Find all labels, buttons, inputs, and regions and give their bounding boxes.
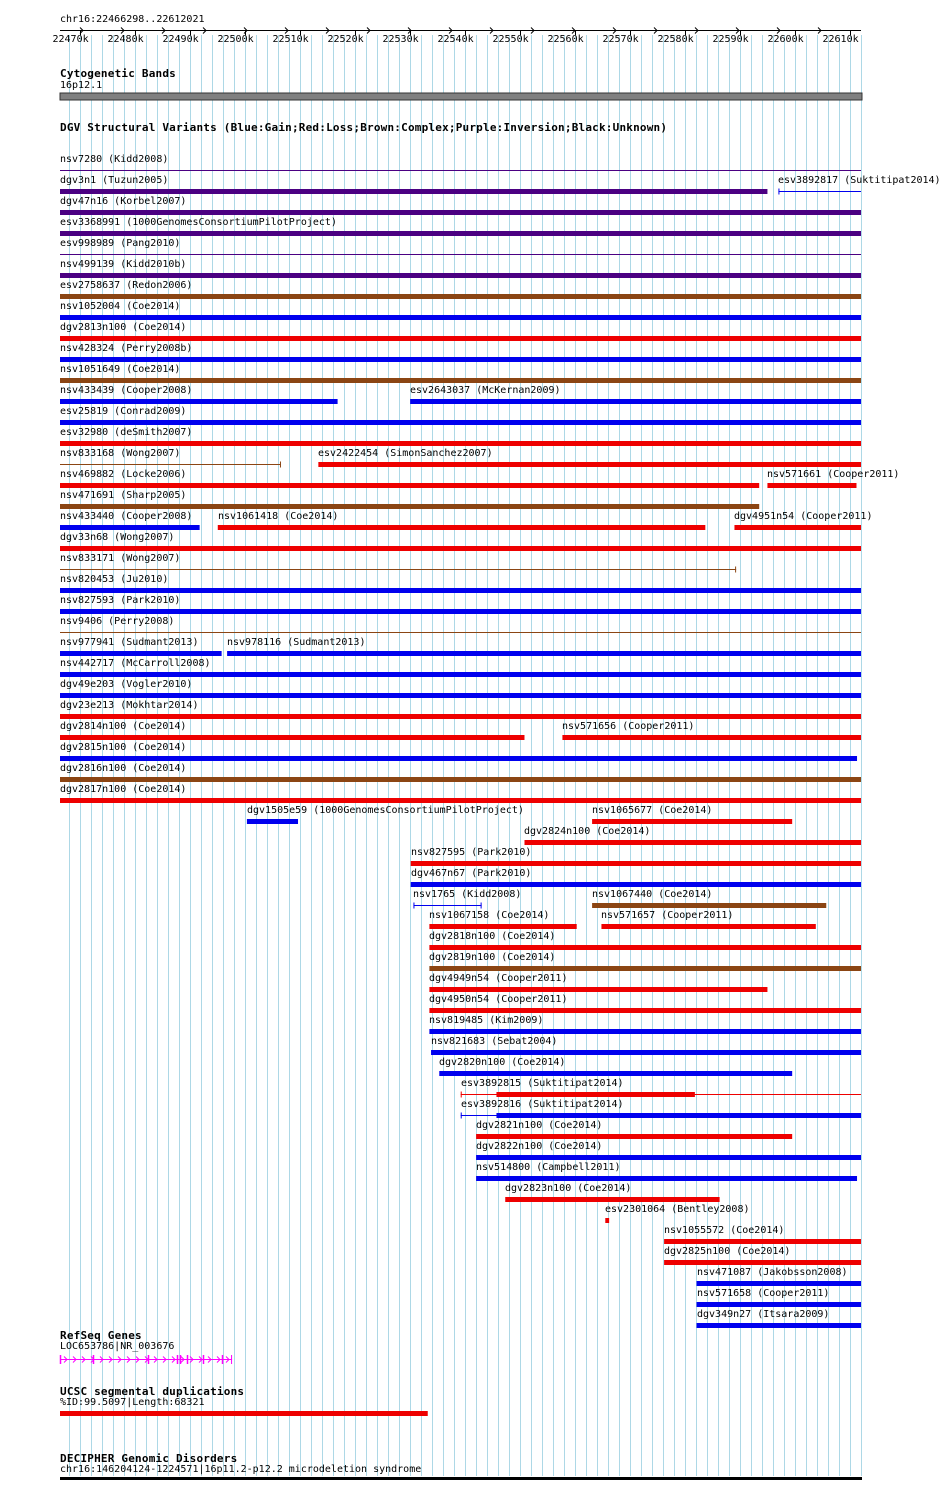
variant-bar <box>429 1008 861 1013</box>
variant-bar <box>60 357 861 362</box>
variant-label[interactable]: nsv571661 (Cooper2011) <box>767 469 900 480</box>
variant-label[interactable]: dgv2816n100 (Coe2014) <box>60 763 187 774</box>
variant-bar <box>247 819 298 824</box>
variant-label[interactable]: esv2758637 (Redon2006) <box>60 280 193 291</box>
variant-label[interactable]: nsv514800 (Campbell2011) <box>476 1162 621 1173</box>
locus-label: chr16:22466298..22612021 <box>60 14 205 25</box>
variant-bar <box>60 777 861 782</box>
variant-bar <box>60 336 861 341</box>
variant-label[interactable]: nsv1765 (Kidd2008) <box>413 889 522 900</box>
variant-bar <box>429 945 861 950</box>
variant-label[interactable]: dgv2815n100 (Coe2014) <box>60 742 187 753</box>
variant-label[interactable]: dgv2822n100 (Coe2014) <box>476 1141 603 1152</box>
variant-label[interactable]: nsv499139 (Kidd2010b) <box>60 259 187 270</box>
variant-bar <box>218 525 706 530</box>
variant-bar <box>60 609 861 614</box>
variant-bar <box>476 1155 861 1160</box>
ruler-tick-label: 22500k <box>217 34 254 45</box>
variant-bar <box>592 819 792 824</box>
variant-bar <box>429 966 861 971</box>
variant-label[interactable]: dgv49e203 (Vogler2010) <box>60 679 193 690</box>
variant-label[interactable]: nsv1067158 (Coe2014) <box>429 910 550 921</box>
ruler-tick-label: 22550k <box>492 34 529 45</box>
variant-bar <box>476 1134 792 1139</box>
variant-label[interactable]: dgv2819n100 (Coe2014) <box>429 952 556 963</box>
variant-label[interactable]: nsv571656 (Cooper2011) <box>562 721 695 732</box>
variant-label[interactable]: nsv571658 (Cooper2011) <box>697 1288 830 1299</box>
decipher-bar <box>60 1477 862 1480</box>
segdup-item-label[interactable]: %ID:99.5097|Length:68321 <box>60 1397 205 1408</box>
variant-bar <box>439 1071 792 1076</box>
ruler-tick-label: 22560k <box>547 34 584 45</box>
variant-label[interactable]: dgv2825n100 (Coe2014) <box>664 1246 791 1257</box>
variant-label[interactable]: dgv33n68 (Wong2007) <box>60 532 175 543</box>
ruler-tick-label: 22540k <box>437 34 474 45</box>
variant-label[interactable]: nsv471691 (Sharp2005) <box>60 490 187 501</box>
variant-label[interactable]: nsv1061418 (Coe2014) <box>218 511 339 522</box>
variant-label[interactable]: dgv47n16 (Korbel2007) <box>60 196 187 207</box>
ruler-tick-label: 22510k <box>272 34 309 45</box>
variant-bar <box>60 294 861 299</box>
variant-bar <box>562 735 861 740</box>
variant-bar <box>60 273 861 278</box>
variant-label[interactable]: dgv2820n100 (Coe2014) <box>439 1057 566 1068</box>
variant-bar <box>664 1260 861 1265</box>
variant-label[interactable]: dgv2817n100 (Coe2014) <box>60 784 187 795</box>
variant-bar <box>318 462 861 467</box>
variant-label[interactable]: dgv2823n100 (Coe2014) <box>505 1183 632 1194</box>
variant-bar <box>60 441 861 446</box>
variant-bar <box>767 483 856 488</box>
variant-bar <box>227 651 861 656</box>
variant-label[interactable]: dgv4950n54 (Cooper2011) <box>429 994 568 1005</box>
variant-label[interactable]: nsv428324 (Perry2008b) <box>60 343 193 354</box>
variant-bar <box>697 1281 861 1286</box>
variant-label[interactable]: nsv1067440 (Coe2014) <box>592 889 713 900</box>
variant-label[interactable]: dgv2824n100 (Coe2014) <box>524 826 651 837</box>
variant-bar <box>697 1323 861 1328</box>
variant-bar <box>429 1029 861 1034</box>
variant-label[interactable]: nsv821683 (Sebat2004) <box>431 1036 558 1047</box>
variant-label[interactable]: esv3892817 (Suktitipat2014) <box>778 175 941 186</box>
variant-label[interactable]: nsv571657 (Cooper2011) <box>601 910 734 921</box>
variant-label[interactable]: dgv23e213 (Mokhtar2014) <box>60 700 199 711</box>
ruler-tick-label: 22530k <box>382 34 419 45</box>
variant-bar <box>601 924 815 929</box>
variant-bar <box>60 231 861 236</box>
variant-label[interactable]: dgv1505e59 (1000GenomesConsortiumPilotProject) <box>247 805 524 816</box>
variant-label[interactable]: dgv4949n54 (Cooper2011) <box>429 973 568 984</box>
decipher-track-title: DECIPHER Genomic Disorders <box>60 1452 238 1465</box>
variant-bar <box>60 756 857 761</box>
variant-label[interactable]: nsv1065677 (Coe2014) <box>592 805 713 816</box>
variant-label[interactable]: dgv2821n100 (Coe2014) <box>476 1120 603 1131</box>
variant-bar <box>431 1050 861 1055</box>
variant-bar <box>60 483 759 488</box>
variant-bar <box>410 399 861 404</box>
variant-label[interactable]: esv32980 (deSmith2007) <box>60 427 193 438</box>
variant-label[interactable]: esv3892815 (Suktitipat2014) <box>461 1078 624 1089</box>
ruler-tick-label: 22610k <box>822 34 859 45</box>
variant-label[interactable]: nsv827595 (Park2010) <box>411 847 532 858</box>
variant-label[interactable]: nsv442717 (McCarroll2008) <box>60 658 211 669</box>
variant-label[interactable]: dgv3n1 (Tuzun2005) <box>60 175 169 186</box>
variant-label[interactable]: esv25819 (Conrad2009) <box>60 406 187 417</box>
variant-bar <box>60 378 861 383</box>
variant-label[interactable]: esv3892816 (Suktitipat2014) <box>461 1099 624 1110</box>
variant-bar <box>60 735 524 740</box>
variant-bar <box>60 714 861 719</box>
variant-bar <box>411 882 861 887</box>
variant-label[interactable]: nsv827593 (Park2010) <box>60 595 181 606</box>
variant-bar <box>60 693 861 698</box>
variant-label[interactable]: nsv433440 (Cooper2008) <box>60 511 193 522</box>
variant-bar <box>476 1176 857 1181</box>
variant-bar <box>592 903 826 908</box>
dgv-track-title: DGV Structural Variants (Blue:Gain;Red:Loss;Brown:Complex;Purple:Inversion;Black:Unknown) <box>60 121 668 134</box>
variant-bar <box>605 1218 609 1223</box>
variant-label[interactable]: dgv349n27 (Itsara2009) <box>697 1309 830 1320</box>
variant-label[interactable]: esv2422454 (SimonSanchez2007) <box>318 448 493 459</box>
ruler-tick-label: 22480k <box>107 34 144 45</box>
variant-label[interactable]: nsv819485 (Kim2009) <box>429 1015 544 1026</box>
ruler-tick-label: 22580k <box>657 34 694 45</box>
variant-label[interactable]: nsv1055572 (Coe2014) <box>664 1225 785 1236</box>
variant-bar <box>734 525 861 530</box>
variant-label[interactable]: esv998989 (Pang2010) <box>60 238 181 249</box>
variant-label[interactable]: nsv977941 (Sudmant2013) <box>60 637 199 648</box>
variant-label[interactable]: nsv1052004 (Coe2014) <box>60 301 181 312</box>
variant-bar <box>60 525 200 530</box>
ruler-tick-label: 22590k <box>712 34 749 45</box>
variant-bar <box>60 315 861 320</box>
variant-bar <box>60 672 861 677</box>
variant-label[interactable]: nsv978116 (Sudmant2013) <box>227 637 366 648</box>
variant-label[interactable]: dgv2814n100 (Coe2014) <box>60 721 187 732</box>
variant-label[interactable]: nsv469882 (Locke2006) <box>60 469 187 480</box>
variant-label[interactable]: esv2643037 (McKernan2009) <box>410 385 561 396</box>
variant-bar <box>429 987 767 992</box>
variant-bar <box>496 1092 694 1097</box>
cytoband-label: 16p12.1 <box>60 80 103 91</box>
variant-bar <box>60 651 222 656</box>
variant-bar <box>60 420 861 425</box>
cytoband-track-title: Cytogenetic Bands <box>60 67 176 80</box>
variant-label[interactable]: dgv4951n54 (Cooper2011) <box>734 511 873 522</box>
segdup-track-title: UCSC segmental duplications <box>60 1385 245 1398</box>
variant-bar <box>60 588 861 593</box>
ruler-tick-label: 22570k <box>602 34 639 45</box>
segdup-bar <box>60 1411 428 1416</box>
variant-label[interactable]: nsv433439 (Cooper2008) <box>60 385 193 396</box>
variant-label[interactable]: nsv7280 (Kidd2008) <box>60 154 169 165</box>
variant-label[interactable]: nsv833168 (Wong2007) <box>60 448 181 459</box>
variant-bar <box>60 399 338 404</box>
ruler-tick-label: 22490k <box>162 34 199 45</box>
variant-bar <box>429 924 576 929</box>
ruler-tick-label: 22520k <box>327 34 364 45</box>
variant-bar <box>496 1113 861 1118</box>
variant-bar <box>60 189 767 194</box>
cytoband-bar <box>60 93 862 100</box>
variant-bar <box>505 1197 719 1202</box>
variant-bar <box>60 798 861 803</box>
variant-label[interactable]: dgv2818n100 (Coe2014) <box>429 931 556 942</box>
variant-bar <box>60 210 861 215</box>
variant-bar <box>60 546 861 551</box>
variant-bar <box>664 1239 861 1244</box>
variant-bar <box>411 861 861 866</box>
variant-bar <box>524 840 861 845</box>
variant-label[interactable]: esv3368991 (1000GenomesConsortiumPilotProject) <box>60 217 337 228</box>
variant-label[interactable]: esv2301064 (Bentley2008) <box>605 1204 750 1215</box>
decipher-item-label[interactable]: chr16:146204124-1224571|16p11.2-p12.2 microdeletion syndrome <box>60 1464 422 1475</box>
variant-label[interactable]: dgv467n67 (Park2010) <box>411 868 532 879</box>
variant-bar <box>60 504 759 509</box>
variant-label[interactable]: nsv820453 (Ju2010) <box>60 574 169 585</box>
variant-bar <box>697 1302 861 1307</box>
variant-label[interactable]: nsv1051649 (Coe2014) <box>60 364 181 375</box>
variant-label[interactable]: nsv9406 (Perry2008) <box>60 616 175 627</box>
refseq-gene-label[interactable]: LOC653786|NR_003676 <box>60 1341 175 1352</box>
variant-label[interactable]: dgv2813n100 (Coe2014) <box>60 322 187 333</box>
variant-label[interactable]: nsv471087 (Jakobsson2008) <box>697 1267 848 1278</box>
variant-label[interactable]: nsv833171 (Wong2007) <box>60 553 181 564</box>
ruler-tick-label: 22600k <box>767 34 804 45</box>
ruler-tick-label: 22470k <box>52 34 89 45</box>
refseq-track-title: RefSeq Genes <box>60 1329 142 1342</box>
